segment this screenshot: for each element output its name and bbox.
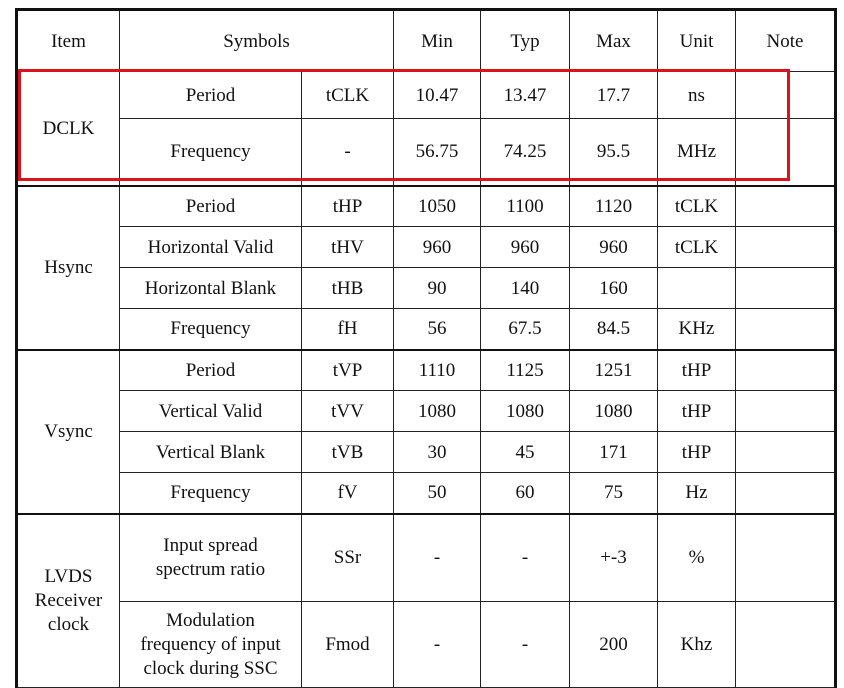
param-max: 84.5 <box>570 309 658 350</box>
param-unit: tCLK <box>658 186 736 227</box>
param-symbol: tHB <box>302 268 394 309</box>
table-row <box>17 602 836 688</box>
param-symbol: tCLK <box>302 72 394 119</box>
param-typ: 13.47 <box>481 72 570 119</box>
param-unit: tHP <box>658 432 736 473</box>
param-note <box>736 268 836 309</box>
param-max: 1120 <box>570 186 658 227</box>
param-unit: tHP <box>658 391 736 432</box>
param-note <box>736 72 836 119</box>
param-name: Horizontal Valid <box>120 227 302 268</box>
param-symbol: tVB <box>302 432 394 473</box>
param-typ: 67.5 <box>481 309 570 350</box>
header-typ: Typ <box>481 10 570 72</box>
param-name: Period <box>120 350 302 391</box>
param-min: 1050 <box>394 186 481 227</box>
param-note <box>736 432 836 473</box>
param-note <box>736 391 836 432</box>
param-min: 1080 <box>394 391 481 432</box>
param-max: 1080 <box>570 391 658 432</box>
param-name: Vertical Blank <box>120 432 302 473</box>
param-unit <box>658 268 736 309</box>
param-max: 160 <box>570 268 658 309</box>
param-name: Period <box>120 72 302 119</box>
param-min: 30 <box>394 432 481 473</box>
table-row <box>17 473 836 514</box>
param-min: 90 <box>394 268 481 309</box>
header-unit: Unit <box>658 10 736 72</box>
param-symbol: tVP <box>302 350 394 391</box>
param-typ: 140 <box>481 268 570 309</box>
param-typ: 1100 <box>481 186 570 227</box>
param-unit: KHz <box>658 309 736 350</box>
param-symbol: Fmod <box>302 602 394 688</box>
header-symbols: Symbols <box>120 10 394 72</box>
param-name: Frequency <box>120 119 302 186</box>
table-row <box>17 119 836 186</box>
param-min: 1110 <box>394 350 481 391</box>
param-min: 56 <box>394 309 481 350</box>
param-max: 75 <box>570 473 658 514</box>
param-unit: Hz <box>658 473 736 514</box>
param-name <box>120 514 302 602</box>
section-item-dclk: DCLK <box>17 72 120 186</box>
param-min: - <box>394 514 481 602</box>
header-row <box>17 10 836 72</box>
param-note <box>736 309 836 350</box>
param-name-text: Modulation frequency of input clock during SSC <box>140 609 281 679</box>
section-item-hsync: Hsync <box>17 186 120 350</box>
table-row <box>17 514 836 602</box>
param-note <box>736 186 836 227</box>
param-max: 95.5 <box>570 119 658 186</box>
param-typ: 1125 <box>481 350 570 391</box>
param-max: 960 <box>570 227 658 268</box>
param-name <box>120 602 302 688</box>
param-min: 50 <box>394 473 481 514</box>
param-min: - <box>394 602 481 688</box>
param-name: Horizontal Blank <box>120 268 302 309</box>
param-typ: 1080 <box>481 391 570 432</box>
table-row <box>17 268 836 309</box>
header-max: Max <box>570 10 658 72</box>
param-symbol: fV <box>302 473 394 514</box>
param-min: 10.47 <box>394 72 481 119</box>
param-unit: Khz <box>658 602 736 688</box>
header-note: Note <box>736 10 836 72</box>
param-max: 1251 <box>570 350 658 391</box>
param-name: Frequency <box>120 473 302 514</box>
table-row <box>17 227 836 268</box>
param-name: Vertical Valid <box>120 391 302 432</box>
param-typ: 60 <box>481 473 570 514</box>
param-symbol: - <box>302 119 394 186</box>
param-typ: - <box>481 514 570 602</box>
param-unit: tCLK <box>658 227 736 268</box>
param-symbol: tHP <box>302 186 394 227</box>
timing-spec-table <box>15 8 837 688</box>
param-symbol: tVV <box>302 391 394 432</box>
table-row <box>17 72 836 119</box>
param-note <box>736 473 836 514</box>
header-min: Min <box>394 10 481 72</box>
param-unit: tHP <box>658 350 736 391</box>
param-typ: - <box>481 602 570 688</box>
param-min: 56.75 <box>394 119 481 186</box>
param-typ: 45 <box>481 432 570 473</box>
section-item-lvds <box>17 514 120 688</box>
param-max: 171 <box>570 432 658 473</box>
param-typ: 960 <box>481 227 570 268</box>
param-symbol: SSr <box>302 514 394 602</box>
header-item: Item <box>17 10 120 72</box>
param-note <box>736 350 836 391</box>
param-min: 960 <box>394 227 481 268</box>
param-unit: MHz <box>658 119 736 186</box>
param-note <box>736 119 836 186</box>
table-row <box>17 186 836 227</box>
param-name: Frequency <box>120 309 302 350</box>
param-name: Period <box>120 186 302 227</box>
section-item-lvds-label: LVDS Receiver clock <box>34 565 103 635</box>
param-note <box>736 602 836 688</box>
table-row <box>17 350 836 391</box>
param-unit: ns <box>658 72 736 119</box>
table-row <box>17 391 836 432</box>
param-note <box>736 514 836 602</box>
param-symbol: tHV <box>302 227 394 268</box>
param-symbol: fH <box>302 309 394 350</box>
param-unit: % <box>658 514 736 602</box>
section-item-vsync: Vsync <box>17 350 120 514</box>
param-name-text: Input spread spectrum ratio <box>155 534 266 580</box>
param-max: 17.7 <box>570 72 658 119</box>
param-typ: 74.25 <box>481 119 570 186</box>
table-row <box>17 432 836 473</box>
param-max: 200 <box>570 602 658 688</box>
param-note <box>736 227 836 268</box>
table-row <box>17 309 836 350</box>
param-max: +-3 <box>570 514 658 602</box>
